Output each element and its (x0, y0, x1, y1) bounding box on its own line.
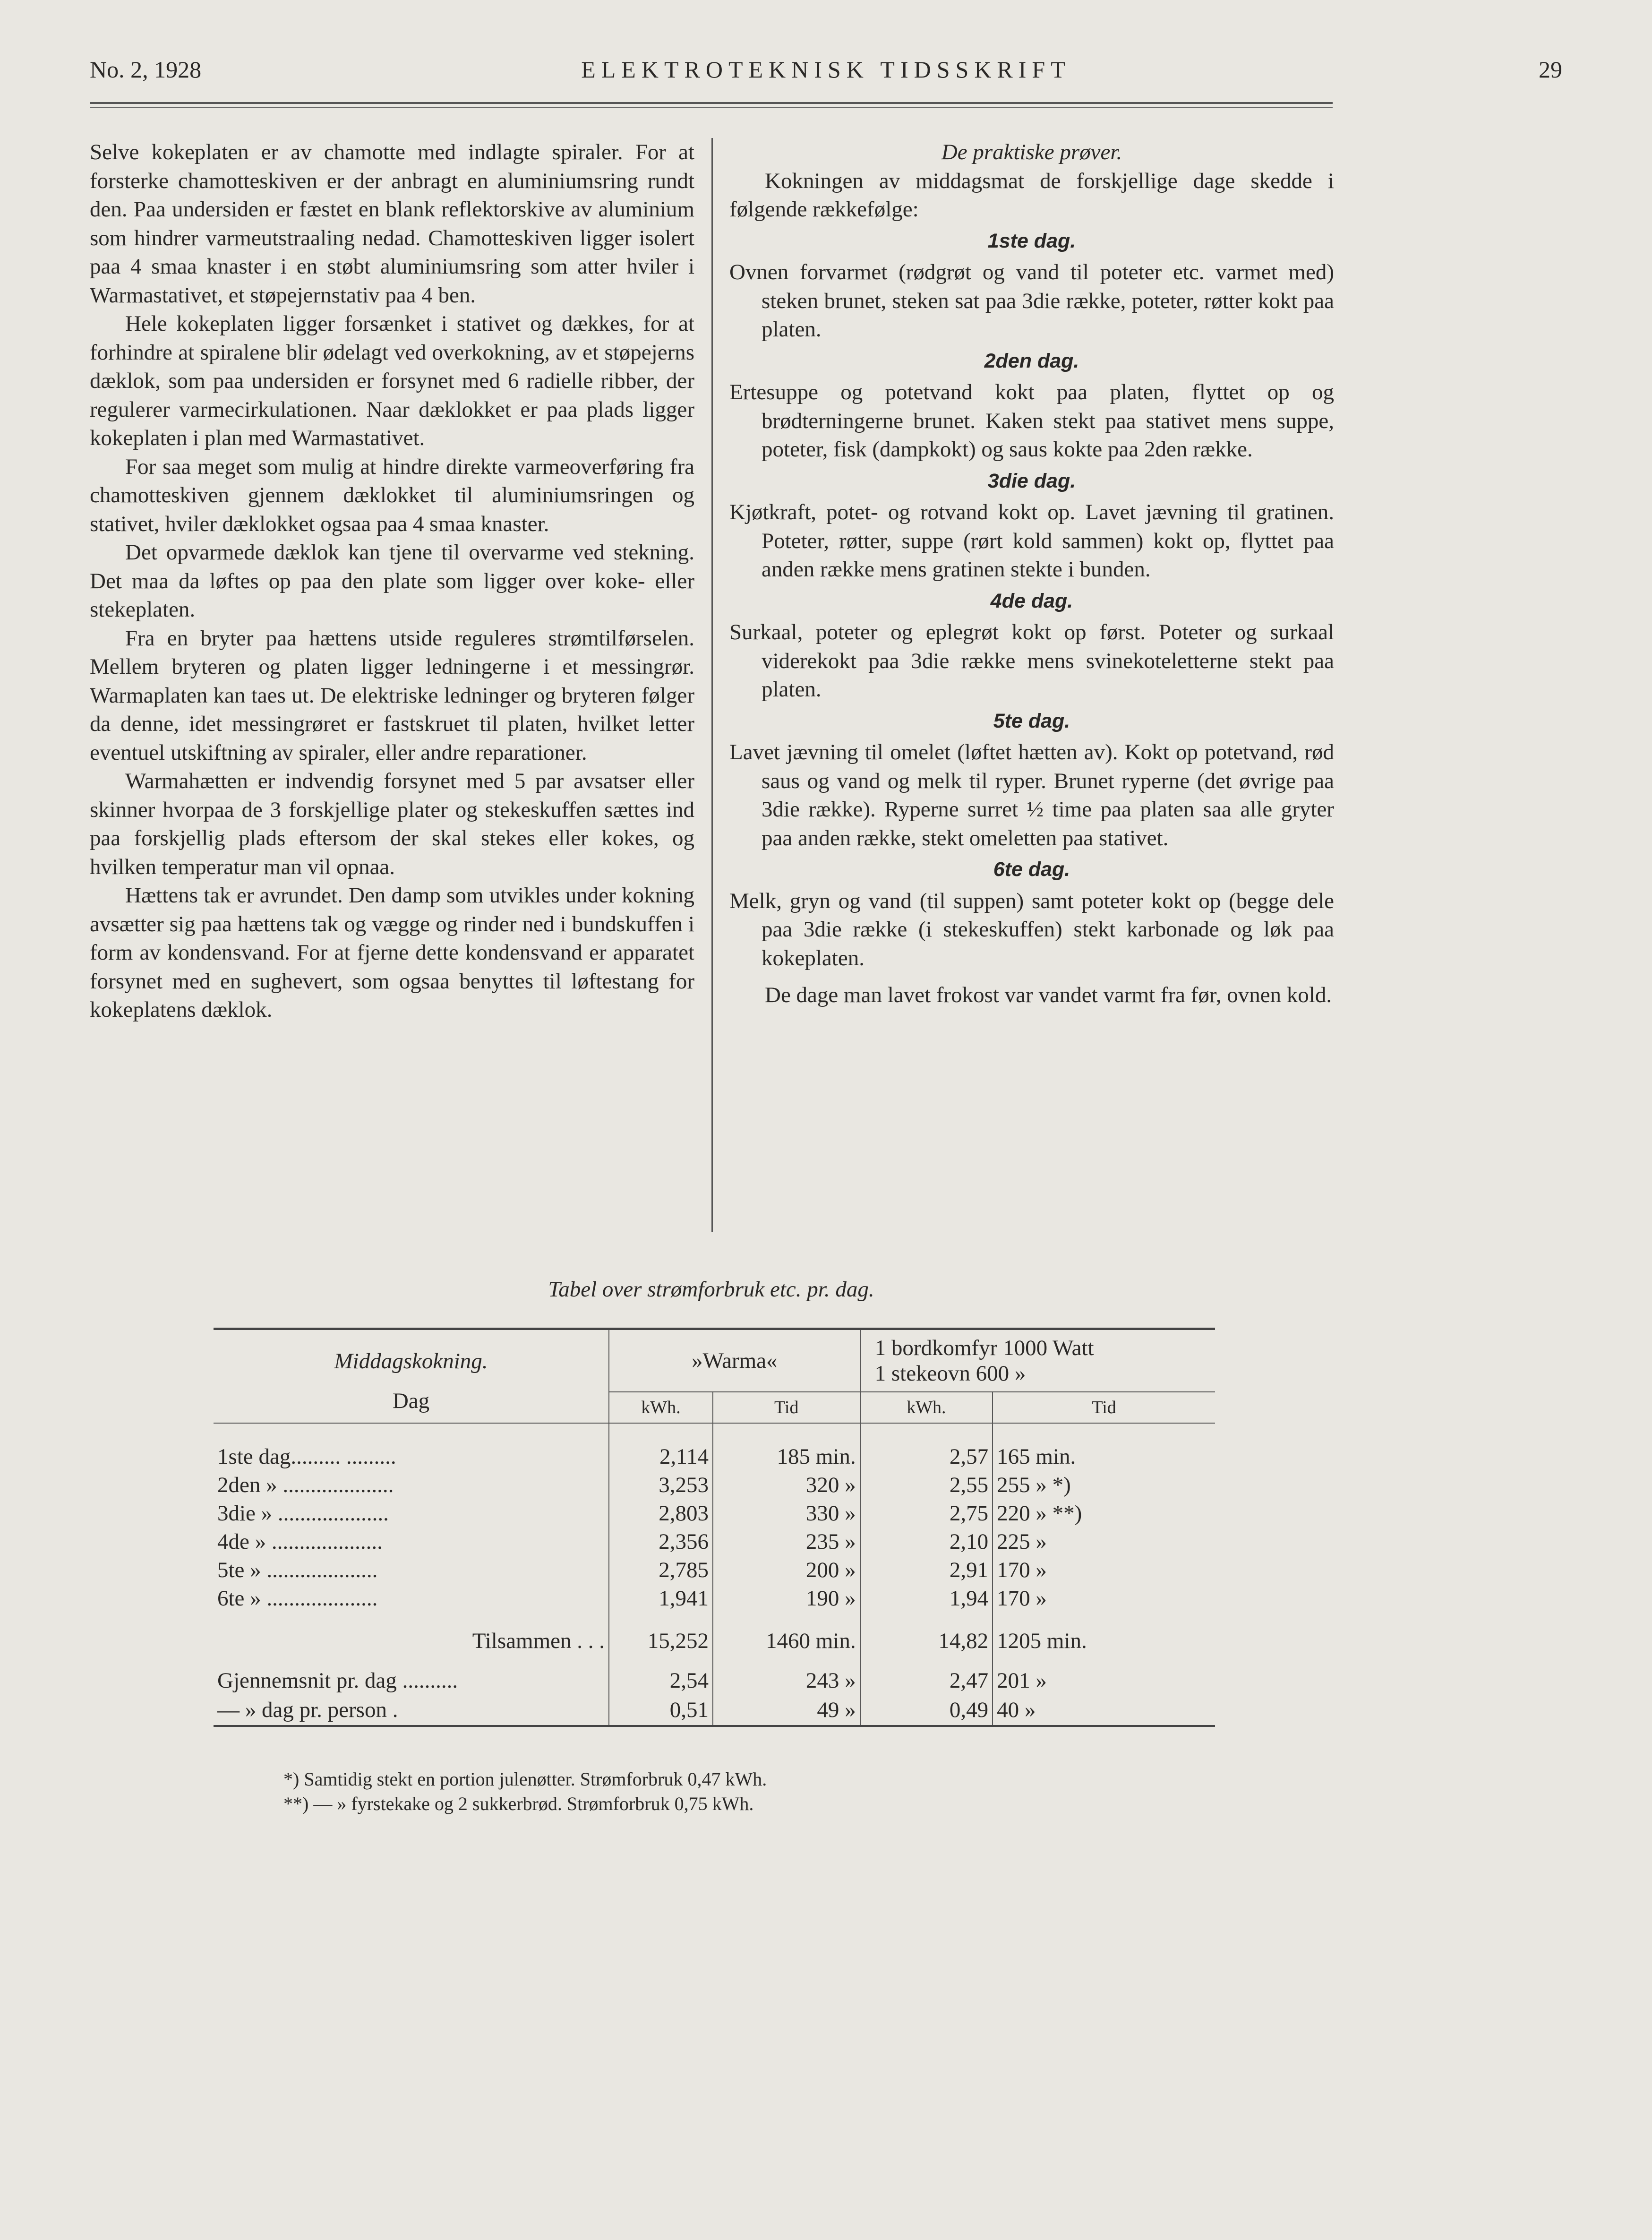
day-cell: 3die » .................... (217, 1501, 389, 1526)
warma-tid: 243 » (713, 1666, 860, 1695)
warma-tid: 200 » (713, 1556, 860, 1584)
warma-kwh: 0,51 (609, 1695, 713, 1726)
total-row (214, 1627, 1215, 1655)
other-tid: 220 » **) (993, 1499, 1215, 1528)
consumption-table (214, 1328, 1215, 1727)
day-cell: 4de » .................... (217, 1529, 383, 1554)
other-head (860, 1329, 1215, 1392)
warma-kwh: 2,803 (609, 1499, 713, 1528)
other-head-line1: 1 bordkomfyr 1000 Watt (874, 1336, 1094, 1360)
other-tid: 1205 min. (993, 1627, 1215, 1655)
day-text: Kjøtkraft, potet- og rotvand kokt op. Lavet jævning til gratinen. Poteter, røtter, suppe (rørt kold sammen) kokt op, flyttet paa anden række mens gratinen stekte i bunden. (729, 500, 1334, 582)
other-tid: 255 » *) (993, 1471, 1215, 1499)
warma-kwh: 2,356 (609, 1528, 713, 1556)
paragraph: Hele kokeplaten ligger forsænket i stativet og dækkes, for at forhindre at spiralene blir ødelagt ved overkokning, av et støpejerns dæklok, som paa undersiden er forsynet med 6 radielle ribber, der regulerer varmecirkulationen. Naar dæklokket er paa plads ligger kokeplaten i plan med Warmastativet. (90, 311, 694, 450)
table-row (214, 1442, 1215, 1471)
table-row (214, 1584, 1215, 1613)
tid-head: Tid (713, 1392, 860, 1423)
header-rule (90, 102, 1333, 104)
day-text: Lavet jævning til omelet (løftet hætten av). Kokt op potetvand, rød saus og vand og melk til ryper. Brunet ryperne (det øvrige paa 3die række). Ryperne surret ½ time paa platen saa alle gryter paa anden række, stekt omeletten paa stativet. (729, 740, 1334, 850)
header-rule-thin (90, 107, 1333, 108)
table-head-day: Dag (392, 1389, 430, 1413)
left-column (90, 138, 694, 1024)
day-cell: 6te » .................... (217, 1586, 378, 1611)
other-tid: 201 » (993, 1666, 1215, 1695)
warma-head: »Warma« (609, 1329, 860, 1392)
other-tid: 170 » (993, 1584, 1215, 1613)
day-heading: 5te dag. (993, 709, 1070, 732)
other-head-line2: 1 stekeovn 600 » (874, 1361, 1026, 1386)
warma-kwh: 2,54 (609, 1666, 713, 1695)
intro-paragraph: Kokningen av middagsmat de forskjellige dage skedde i følgende rækkefølge: (729, 168, 1334, 222)
table-caption: Tabel over strømforbruk etc. pr. dag. (548, 1277, 874, 1302)
day-cell: 1ste dag......... ......... (217, 1444, 396, 1469)
other-kwh: 0,49 (860, 1695, 993, 1726)
table-row (214, 1471, 1215, 1499)
footnotes (283, 1767, 767, 1816)
warma-tid: 330 » (713, 1499, 860, 1528)
average-row (214, 1666, 1215, 1695)
page-number: 29 (1539, 56, 1562, 83)
warma-kwh: 2,785 (609, 1556, 713, 1584)
warma-tid: 49 » (713, 1695, 860, 1726)
day-heading: 2den dag. (984, 349, 1079, 372)
warma-tid: 190 » (713, 1584, 860, 1613)
total-label: Tilsammen . . . (472, 1629, 605, 1653)
day-heading: 3die dag. (987, 469, 1076, 492)
average-person-row (214, 1695, 1215, 1726)
other-kwh: 2,75 (860, 1499, 993, 1528)
other-kwh: 2,10 (860, 1528, 993, 1556)
day-heading: 1ste dag. (987, 229, 1076, 252)
day-text: Surkaal, poteter og eplegrøt kokt op først. Poteter og surkaal viderekokt paa 3die række mens svinekoteletterne stekt paa platen. (729, 620, 1334, 702)
day-cell: 2den » .................... (217, 1473, 394, 1497)
paragraph: Hættens tak er avrundet. Den damp som utvikles under kokning avsætter sig paa hættens tak og vægge og rinder ned i bundskuffen i form av kondensvand. For at fjerne dette kondensvand er apparatet forsynet med en sughevert, som ogsaa benyttes til løftestang for kokeplatens dæklok. (90, 883, 694, 1022)
paragraph: Det opvarmede dæklok kan tjene til overvarme ved stekning. Det maa da løftes op paa den plate som ligger over koke- eller stekeplaten. (90, 540, 694, 622)
other-kwh: 2,91 (860, 1556, 993, 1584)
day-text: Ovnen forvarmet (rødgrøt og vand til poteter etc. varmet med) steken brunet, steken sat paa 3die række, poteter, røtter kokt paa platen. (729, 260, 1334, 342)
other-kwh: 2,47 (860, 1666, 993, 1695)
table-row (214, 1499, 1215, 1528)
table-row (214, 1528, 1215, 1556)
table-head-label: Middagskokning. (334, 1349, 488, 1373)
paragraph: Warmahætten er indvendig forsynet med 5 par avsatser eller skinner hvorpaa de 3 forskjellige plater og stekeskuffen sættes ind paa forskjellig plads eftersom der skal stekes eller kokes, og hvilken temperatur man vil opnaa. (90, 769, 694, 879)
warma-kwh: 3,253 (609, 1471, 713, 1499)
warma-kwh: 1,941 (609, 1584, 713, 1613)
warma-tid: 235 » (713, 1528, 860, 1556)
column-divider (711, 138, 713, 1232)
other-kwh: 2,57 (860, 1442, 993, 1471)
average-person-label: — » dag pr. person . (217, 1698, 398, 1722)
paragraph: For saa meget som mulig at hindre direkte varmeoverføring fra chamotteskiven gjennem dæklokket til aluminiumsringen og stativet, hviler dæklokket ogsaa paa 4 smaa knaster. (90, 454, 694, 536)
day-text: Ertesuppe og potetvand kokt paa platen, flyttet op og brødterningerne brunet. Kaken stekt paa stativet mens suppe, poteter, fisk (dampkokt) og saus kokte paa 2den række. (729, 380, 1334, 462)
kwh-head: kWh. (609, 1392, 713, 1423)
table-row (214, 1556, 1215, 1584)
warma-tid: 185 min. (713, 1442, 860, 1471)
other-kwh: 14,82 (860, 1627, 993, 1655)
other-kwh: 1,94 (860, 1584, 993, 1613)
kwh-head: kWh. (860, 1392, 993, 1423)
day-heading: 4de dag. (990, 589, 1073, 612)
tid-head: Tid (993, 1392, 1215, 1423)
other-tid: 165 min. (993, 1442, 1215, 1471)
table-head-cell (214, 1329, 609, 1424)
paragraph: Selve kokeplaten er av chamotte med indlagte spiraler. For at forsterke chamotteskiven er der anbragt en aluminiumsring rundt den. Paa undersiden er fæstet en blank reflektorskive av aluminium som hindrer varmeutstraaling nedad. Chamotteskiven ligger isolert paa 4 smaa knaster i en støbt aluminiumsring som atter hviler i Warmastativet, et støpejernstativ paa 4 ben. (90, 140, 694, 308)
section-title: De praktiske prøver. (941, 140, 1122, 164)
page-header (90, 56, 1562, 89)
other-tid: 225 » (993, 1528, 1215, 1556)
other-tid: 40 » (993, 1695, 1215, 1726)
other-tid: 170 » (993, 1556, 1215, 1584)
average-label: Gjennemsnit pr. dag .......... (217, 1668, 458, 1693)
day-heading: 6te dag. (993, 858, 1070, 881)
footnote: *) Samtidig stekt en portion julenøtter. Strømforbruk 0,47 kWh. (283, 1768, 767, 1790)
right-column (729, 138, 1334, 1010)
day-text: Melk, gryn og vand (til suppen) samt poteter kokt op (begge dele paa 3die række (i stekeskuffen) stekt karbonade og løk paa kokeplaten. (729, 888, 1334, 970)
warma-kwh: 15,252 (609, 1627, 713, 1655)
paragraph: Fra en bryter paa hættens utside reguleres strømtilførselen. Mellem bryteren og platen ligger ledningerne i et messingrør. Warmaplaten kan taes ut. De elektriske ledninger og bryteren følger da denne, idet messingrøret er fastskruet til platen, hvilket letter eventuel utskiftning av spiraler, eller andre reparationer. (90, 626, 694, 765)
warma-tid: 1460 min. (713, 1627, 860, 1655)
day-cell: 5te » .................... (217, 1558, 378, 1582)
warma-kwh: 2,114 (609, 1442, 713, 1471)
journal-title: ELEKTROTEKNISK TIDSSKRIFT (581, 56, 1071, 83)
other-kwh: 2,55 (860, 1471, 993, 1499)
footnote: **) — » fyrstekake og 2 sukkerbrød. Strømforbruk 0,75 kWh. (283, 1793, 754, 1814)
issue-number: No. 2, 1928 (90, 56, 202, 83)
warma-tid: 320 » (713, 1471, 860, 1499)
closing-paragraph: De dage man lavet frokost var vandet varmt fra før, ovnen kold. (765, 983, 1332, 1007)
